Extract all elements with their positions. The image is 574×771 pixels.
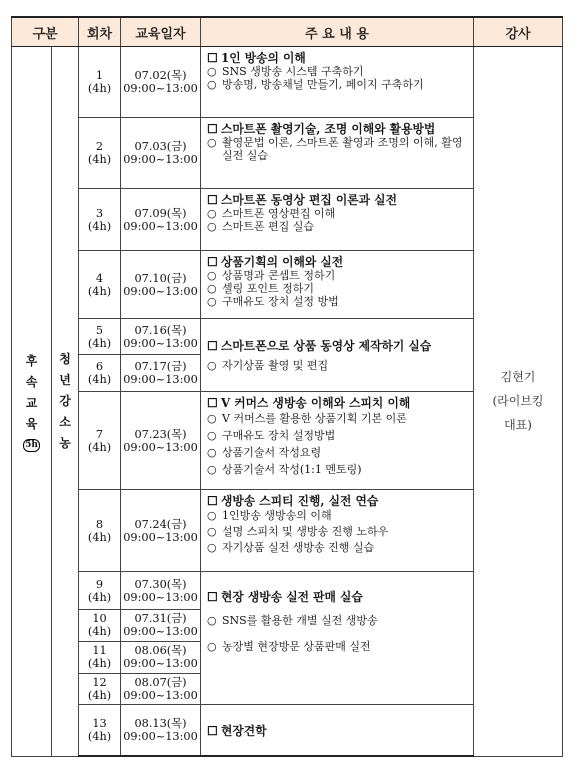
date-cell: 07.23(목) 09:00~13:00 (121, 391, 201, 489)
circle-icon: ○ (207, 78, 217, 91)
checkbox-icon: ☐ (207, 193, 218, 208)
content-item: ○ 상품기술서 작성(1:1 멘토링) (207, 462, 362, 476)
session-cell: 5 (4h) (79, 319, 121, 355)
date-cell: 08.07(금) 09:00~13:00 (121, 673, 201, 705)
content-item: ○ 상품명과 콘셉트 정하기 (207, 268, 336, 282)
content-title: ☐ 현장견학 (207, 723, 267, 738)
content-title: ☐ 생방송 스피티 진행, 실전 연습 (207, 494, 379, 509)
content-title: ☐ 스마트폰 동영상 편집 이론과 실전 (207, 193, 397, 208)
date-cell: 07.02(목) 09:00~13:00 (121, 47, 201, 118)
checkbox-icon: ☐ (207, 254, 218, 269)
content-title: ☐ 1인 방송의 이해 (207, 51, 306, 65)
session-cell: 10 (4h) (79, 610, 121, 642)
content-item: ○ 구매유도 장치 설정 방법 (207, 294, 339, 308)
circle-icon: ○ (207, 220, 217, 234)
content-item: ○ 스마트폰 영상편집 이해 (207, 207, 336, 221)
circle-icon: ○ (207, 509, 217, 523)
circle-icon: ○ (207, 445, 217, 459)
date-cell: 08.06(목) 09:00~13:00 (121, 641, 201, 673)
content-title: ☐ V 커머스 생방송 이해와 스피치 이해 (207, 395, 411, 410)
content-cell (201, 47, 474, 118)
circle-icon: ○ (207, 294, 217, 308)
session-cell: 6 (4h) (79, 355, 121, 392)
date-cell: 07.16(목) 09:00~13:00 (121, 319, 201, 355)
checkbox-icon: ☐ (207, 590, 218, 605)
checkbox-icon: ☐ (207, 51, 218, 65)
date-cell: 08.13(목) 09:00~13:00 (121, 705, 201, 756)
date-cell: 07.17(금) 09:00~13:00 (121, 355, 201, 392)
session-cell: 11 (4h) (79, 641, 121, 673)
content-cell (201, 189, 474, 250)
circle-icon: ○ (207, 462, 217, 476)
instructor-title: 대표) (504, 418, 532, 433)
date-cell: 07.10(금) 09:00~13:00 (121, 250, 201, 319)
session-cell: 13 (4h) (79, 705, 121, 756)
content-title: ☐ 현장 생방송 실전 판매 실습 (207, 590, 363, 605)
circle-icon: ○ (207, 281, 217, 295)
date-cell: 07.31(금) 09:00~13:00 (121, 610, 201, 642)
table-row (12, 47, 563, 118)
content-cell (201, 705, 474, 756)
content-title: ☐ 상품기획의 이해와 실전 (207, 254, 344, 269)
instructor-org: (라이브킹 (492, 394, 544, 409)
session-cell: 12 (4h) (79, 673, 121, 705)
header-date: 교육일자 (121, 17, 201, 47)
content-item: ○ 1인방송 생방송의 이해 (207, 509, 332, 523)
category-main-cell (12, 47, 52, 757)
content-title: ☐ 스마트폰으로 상품 동영상 제작하기 실습 (207, 339, 432, 354)
content-item: ○ 상품기술서 작성요령 (207, 445, 322, 459)
circle-icon: ○ (207, 359, 217, 373)
content-item: ○ 설명 스피치 및 생방송 진행 노하우 (207, 525, 389, 539)
content-cell (201, 490, 474, 572)
circle-icon: ○ (207, 541, 217, 555)
content-item: ○ 구매유도 장치 설정방법 (207, 428, 336, 442)
content-item: ○ 촬영문법 이론, 스마트폰 촬영과 조명의 이해, 활영 실전 실습 (207, 135, 463, 162)
checkbox-icon: ☐ (207, 121, 218, 136)
content-cell (201, 250, 474, 319)
checkbox-icon: ☐ (207, 395, 218, 410)
date-cell: 07.03(금) 09:00~13:00 (121, 117, 201, 189)
content-cell (201, 319, 474, 392)
circle-icon: ○ (207, 525, 217, 539)
session-cell: 3 (4h) (79, 189, 121, 250)
date-cell: 07.30(목) 09:00~13:00 (121, 572, 201, 610)
category-sub-cell (52, 47, 79, 757)
content-item: ○ V 커머스를 활용한 상품기획 기본 이론 (207, 411, 407, 425)
category-sub-label: 청 년 강 소 농 (59, 351, 71, 450)
content-item: ○ 셀링 포인트 정하기 (207, 281, 315, 295)
session-cell: 2 (4h) (79, 117, 121, 189)
checkbox-icon: ☐ (207, 339, 218, 354)
schedule-table (11, 16, 563, 757)
session-cell: 4 (4h) (79, 250, 121, 319)
header-instructor: 강사 (474, 17, 563, 47)
session-cell: 1 (4h) (79, 47, 121, 118)
content-item: ○ 농장별 현장방문 상품판매 실전 (207, 640, 371, 654)
content-title: ☐ 스마트폰 촬영기술, 조명 이해와 활용방법 (207, 121, 436, 136)
content-item: ○ 자기상품 실전 생방송 진행 실습 (207, 541, 375, 555)
content-cell (201, 117, 474, 189)
checkbox-icon: ☐ (207, 723, 218, 738)
circle-icon: ○ (207, 614, 217, 628)
circle-icon: ○ (207, 428, 217, 442)
category-main-label: 후 속 교 육 5h (25, 353, 38, 450)
header-category: 구분 (12, 17, 79, 47)
circle-icon: ○ (207, 65, 217, 78)
date-cell: 07.24(금) 09:00~13:00 (121, 490, 201, 572)
circle-icon: ○ (207, 207, 217, 221)
content-item: ○ 방송명, 방송채널 만들기, 페이지 구축하기 (207, 78, 424, 91)
instructor-cell (474, 47, 563, 757)
content-cell (201, 391, 474, 489)
session-cell: 8 (4h) (79, 490, 121, 572)
session-cell: 7 (4h) (79, 391, 121, 489)
circle-icon: ○ (207, 640, 217, 654)
circle-icon: ○ (207, 268, 217, 282)
session-cell: 9 (4h) (79, 572, 121, 610)
instructor-name: 김현기 (500, 370, 536, 385)
checkbox-icon: ☐ (207, 494, 218, 509)
content-item: ○ 스마트폰 편집 실습 (207, 220, 315, 234)
hours-badge: 5h (25, 439, 38, 450)
header-session: 회차 (79, 17, 121, 47)
content-item: ○ SNS를 활용한 개별 실전 생방송 (207, 614, 378, 628)
circle-icon: ○ (207, 135, 217, 149)
content-item: ○ 자기상품 촬영 및 편집 (207, 359, 329, 373)
circle-icon: ○ (207, 411, 217, 425)
content-item: ○ SNS 생방송 시스템 구축하기 (207, 65, 364, 78)
content-cell (201, 572, 474, 705)
header-row (12, 17, 563, 47)
header-content: 주 요 내 용 (201, 17, 474, 47)
date-cell: 07.09(목) 09:00~13:00 (121, 189, 201, 250)
